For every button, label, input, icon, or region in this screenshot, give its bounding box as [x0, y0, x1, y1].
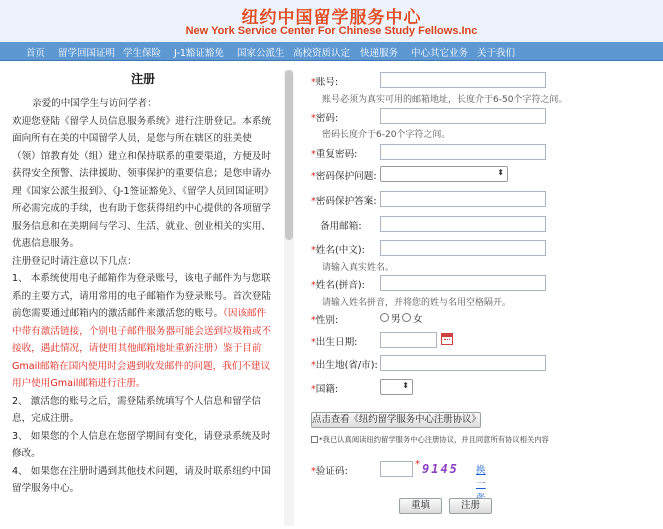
birthdate-input[interactable]: [380, 332, 437, 348]
registration-form: [300, 66, 663, 529]
captcha-input[interactable]: [380, 461, 413, 477]
name-pinyin-label: *姓名(拼音):: [311, 280, 365, 291]
site-subtitle: New York Service Center For Chinese Study Fellows.Inc: [185, 25, 478, 37]
captcha-refresh-link[interactable]: 换一: [476, 465, 486, 490]
gender-female-radio[interactable]: [402, 313, 411, 322]
security-answer-input[interactable]: [380, 191, 546, 207]
birthplace-input[interactable]: [380, 355, 546, 371]
birthplace-label: *出生地(省/市):: [311, 360, 378, 371]
name-cn-hint: 请输入真实姓名。: [322, 263, 395, 273]
notice-point-1: 1、 本系统使用电子邮箱作为登录账号，该电子邮件为与您联系的主要方式，请用常用的电子邮箱作为登录账号。首次登陆前您需要通过邮箱内的激活邮件来激活您的账号。（因该邮件中带有激活链接，个别电子邮件服务器可能会送到垃圾箱或不接收，遇此情况，请使用其他邮箱地址重新注册）鉴于目前Gmail邮箱在国内使用时会遇到收发邮件的问题，我们不建议用户使用Gmail邮箱进行注册。: [12, 273, 272, 389]
agreement-checkbox[interactable]: [311, 436, 318, 443]
notice-greeting: 亲爱的中国学生与访问学者：: [32, 98, 157, 109]
select-arrows-icon: ⬍: [402, 381, 409, 390]
captcha-label: *验证码:: [311, 466, 348, 477]
agreement-checkbox-row: [311, 435, 549, 445]
name-pinyin-hint: 请输入姓名拼音，并将您的姓与名用空格隔开。: [322, 298, 512, 308]
reset-button[interactable]: 重填: [399, 498, 442, 514]
notice-intro: 欢迎您登陆《留学人员信息服务系统》进行注册登记。本系统面向所有在美的中国留学人员，是您与所在辖区的驻美使（领）馆教育处（组）建立和保持联系的重要渠道，方便及时获得安全预警、法律援助、领事保护的重要信息；是您申请办理《国家公派生报到》、《J-1签证豁免》、《留学人员回国证明》所必需完成的手续，也有助于您获得纽约中心提供的各项留学服务信息和在美期间与学习、生活、就业、创业相关的实用、优惠信息服务。: [12, 115, 274, 249]
birthdate-label: *出生日期:: [311, 337, 358, 348]
backup-email-label: 备用邮箱:: [320, 221, 362, 232]
name-pinyin-input[interactable]: [380, 275, 546, 291]
repeat-password-label: *重复密码:: [311, 149, 358, 160]
notice-point-3: 3、 如果您的个人信息在您留学期间有变化，请登录系统及时修改。: [12, 430, 271, 459]
captcha-image: 9145: [422, 462, 459, 476]
nav-item-other-services[interactable]: 中心其它业务: [411, 48, 469, 59]
nav-item-student-insurance[interactable]: 学生保险: [123, 48, 162, 59]
calendar-icon[interactable]: [441, 333, 453, 345]
nav-item-about-us[interactable]: 关于我们: [477, 48, 516, 59]
gender-female-label: 女: [413, 314, 423, 325]
notice-point-1-warning: （因该邮件中带有激活链接，个别电子邮件服务器可能会送到垃圾箱或不接收，遇此情况，请使用其他邮箱地址重新注册）鉴于目前Gmail邮箱在国内使用时会遇到收发邮件的问题，我们不建议用户使用Gmail邮箱进行注册。: [12, 308, 272, 389]
name-cn-label: *姓名(中文):: [311, 245, 365, 256]
name-cn-input[interactable]: [380, 240, 546, 256]
password-input[interactable]: [380, 108, 546, 124]
gender-label: *性别:: [311, 315, 339, 326]
gender-male-label: 男: [391, 314, 401, 325]
nav-item-return-certificate[interactable]: 留学回国证明: [58, 48, 116, 59]
security-answer-label: *密码保护答案:: [311, 196, 377, 207]
security-question-label: *密码保护问题:: [311, 171, 377, 182]
nav-item-home[interactable]: 首页: [26, 48, 46, 59]
notice-points-heading: 注册登记时请注意以下几点：: [12, 255, 137, 267]
password-label: *密码:: [311, 113, 339, 124]
notice-scrollbar[interactable]: [284, 70, 294, 526]
nationality-select[interactable]: [380, 379, 413, 395]
gender-male-radio[interactable]: [380, 313, 389, 322]
notice-point-4: 4、 如果您在注册时遇到其他技术问题，请及时联系纽约中国留学服务中心。: [12, 465, 271, 494]
view-agreement-button[interactable]: 点击查看《纽约留学服务中心注册协议》: [311, 412, 481, 428]
notice-title: 注册: [130, 72, 155, 86]
nav-item-school-accreditation[interactable]: 高校资质认定: [293, 48, 351, 59]
security-question-select[interactable]: [380, 166, 508, 182]
password-hint: 密码长度介于6-20个字符之间。: [322, 130, 451, 140]
registration-notice: [12, 66, 274, 529]
backup-email-input[interactable]: [380, 216, 546, 232]
account-input[interactable]: [380, 72, 546, 88]
notice-point-2: 2、 激活您的账号之后，需登陆系统填写个人信息和留学信息，完成注册。: [12, 395, 261, 424]
register-button[interactable]: 注册: [449, 498, 492, 514]
nav-item-express-service[interactable]: 快递服务: [360, 48, 399, 59]
account-hint: 账号必须为真实可用的邮箱地址，长度介于6-50个字符之间。: [322, 95, 568, 105]
site-header: [0, 0, 663, 42]
scrollbar-thumb[interactable]: [285, 70, 293, 240]
nationality-label: *国籍:: [311, 384, 339, 395]
captcha-required-star: *: [415, 459, 420, 470]
nav-item-government-students[interactable]: 国家公派生: [237, 48, 285, 59]
main-nav: [0, 42, 663, 61]
site-title: 纽约中国留学服务中心: [241, 8, 422, 28]
agreement-text: *我已认真阅读纽约留学服务中心注册协议，并且同意所有协议相关内容: [319, 435, 549, 444]
select-arrows-icon: ⬍: [497, 168, 504, 177]
nav-item-j1-waiver[interactable]: J-1豁证豁免: [174, 48, 224, 59]
repeat-password-input[interactable]: [380, 144, 546, 160]
account-label: *账号:: [311, 77, 339, 88]
